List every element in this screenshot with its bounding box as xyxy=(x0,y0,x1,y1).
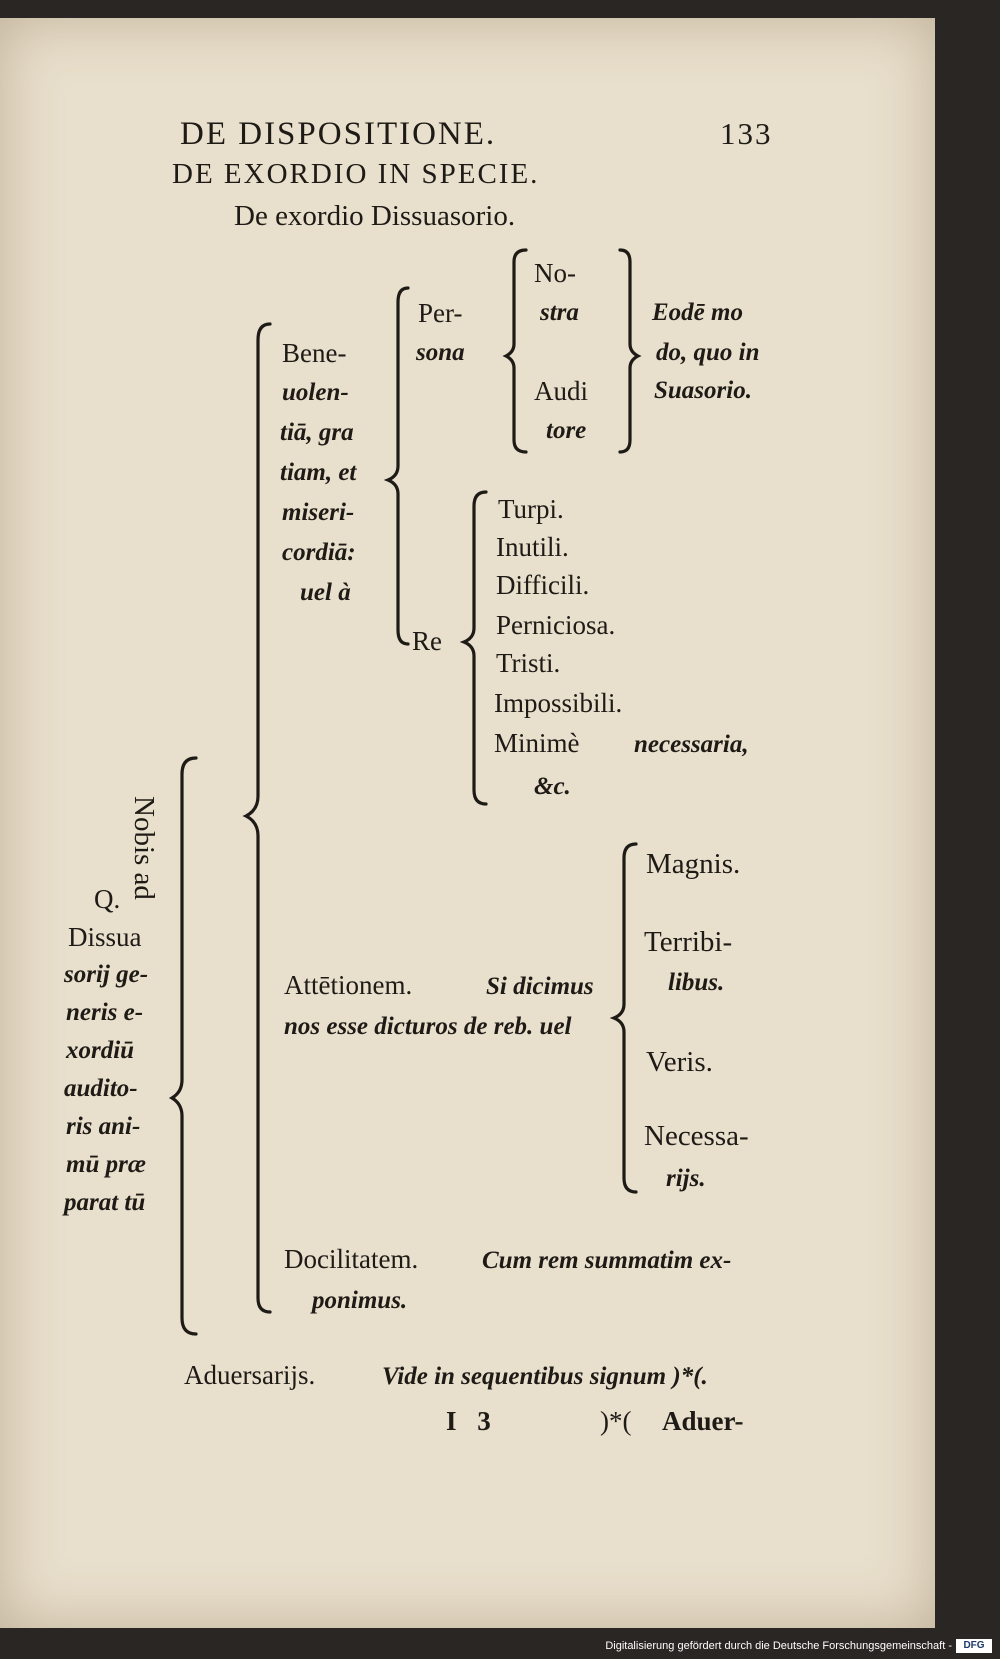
nobis-ad-brace xyxy=(246,324,270,1312)
attentionem-item-magnis: Magnis. xyxy=(646,848,741,880)
dfg-logo-icon: DFG xyxy=(956,1639,992,1653)
root-brace xyxy=(172,758,196,1334)
attentionem-lead: Attētionem. xyxy=(284,970,413,1000)
root-line-4: xordiū xyxy=(66,1037,135,1064)
attentionem-item-necessa: Necessa- xyxy=(644,1120,749,1152)
re-item-perniciosa: Perniciosa. xyxy=(496,610,616,640)
benevolentia-line-4: tiam, et xyxy=(280,459,357,486)
root-line-5: audito- xyxy=(64,1075,138,1102)
attentionem-item-libus: libus. xyxy=(668,969,725,996)
footer-bar xyxy=(0,1629,1000,1659)
signature-mark: I 3 xyxy=(446,1406,491,1436)
docilitatem-text-2: ponimus. xyxy=(312,1287,408,1314)
root-line-3: neris e- xyxy=(66,999,144,1026)
adversarijs-text: Vide in sequentibus signum )*(. xyxy=(382,1363,708,1390)
attentionem-text-1: Si dicimus xyxy=(486,973,594,1000)
docilitatem-lead: Docilitatem. xyxy=(284,1244,419,1274)
re-item-tristi: Tristi. xyxy=(496,648,561,678)
root-line-7: mū præ xyxy=(66,1151,146,1178)
benevolentia-line-3: tiā, gra xyxy=(280,419,354,446)
attentionem-item-terribi: Terribi- xyxy=(644,926,733,958)
attentionem-brace xyxy=(614,844,636,1192)
attentionem-item-rijs: rijs. xyxy=(666,1165,706,1192)
attentionem-text-2: nos esse dicturos de reb. uel xyxy=(284,1013,572,1040)
root-line-6: ris ani- xyxy=(66,1113,141,1140)
outline-brackets xyxy=(0,18,935,1628)
re-item-inutili: Inutili. xyxy=(496,532,569,562)
section-heading: De exordio Dissuasorio. xyxy=(234,200,516,232)
page-subtitle: DE EXORDIO IN SPECIE. xyxy=(172,158,540,190)
catchword: Aduer- xyxy=(662,1406,744,1436)
nostra-line-1: No- xyxy=(534,258,576,288)
persona-line-2: sona xyxy=(416,339,465,366)
nostra-line-2: stra xyxy=(540,299,579,326)
benevolentia-line-1: Bene- xyxy=(282,338,347,368)
eodem-line-1: Eodē mo xyxy=(652,299,743,326)
persona-line-1: Per- xyxy=(418,298,463,328)
re-item-necessaria: necessaria, xyxy=(634,731,749,758)
benevolentia-line-6: cordiā: xyxy=(282,539,356,566)
root-line-1: Dissua xyxy=(68,922,142,952)
auditore-line-1: Audi xyxy=(534,376,588,406)
footer-credit: Digitalisierung gefördert durch die Deutsche Forschungsgemeinschaft - xyxy=(605,1640,952,1652)
page-number: 133 xyxy=(720,116,773,151)
eodem-line-2: do, quo in xyxy=(656,339,760,366)
page-title: DE DISPOSITIONE. xyxy=(180,116,497,152)
root-line-8: parat tū xyxy=(64,1189,146,1216)
adversarijs-lead: Aduersarijs. xyxy=(184,1360,316,1390)
re-item-turpi: Turpi. xyxy=(498,494,564,524)
re-label: Re xyxy=(412,626,442,656)
persona-brace xyxy=(506,250,526,452)
eodem-brace xyxy=(620,250,638,452)
eodem-line-3: Suasorio. xyxy=(654,377,752,404)
benevolentia-line-2: uolen- xyxy=(282,379,349,406)
re-item-impossibili: Impossibili. xyxy=(494,688,623,718)
attentionem-item-veris: Veris. xyxy=(646,1046,713,1078)
auditore-line-2: tore xyxy=(546,417,587,444)
nobis-ad-label: Nobis ad xyxy=(128,796,160,900)
benevolentia-line-7: uel à xyxy=(300,579,351,606)
re-item-etc: &c. xyxy=(534,773,571,800)
re-item-difficili: Difficili. xyxy=(496,570,590,600)
re-brace xyxy=(464,492,486,804)
docilitatem-text-1: Cum rem summatim ex- xyxy=(482,1247,732,1274)
root-q: Q. xyxy=(94,884,121,914)
benevolentia-line-5: miseri- xyxy=(282,499,355,526)
book-page xyxy=(0,18,935,1628)
benevolentia-brace xyxy=(388,288,408,644)
re-item-minime: Minimè xyxy=(494,728,580,758)
catchword-symbol: )*( xyxy=(600,1406,632,1436)
root-line-2: sorij ge- xyxy=(64,961,149,988)
